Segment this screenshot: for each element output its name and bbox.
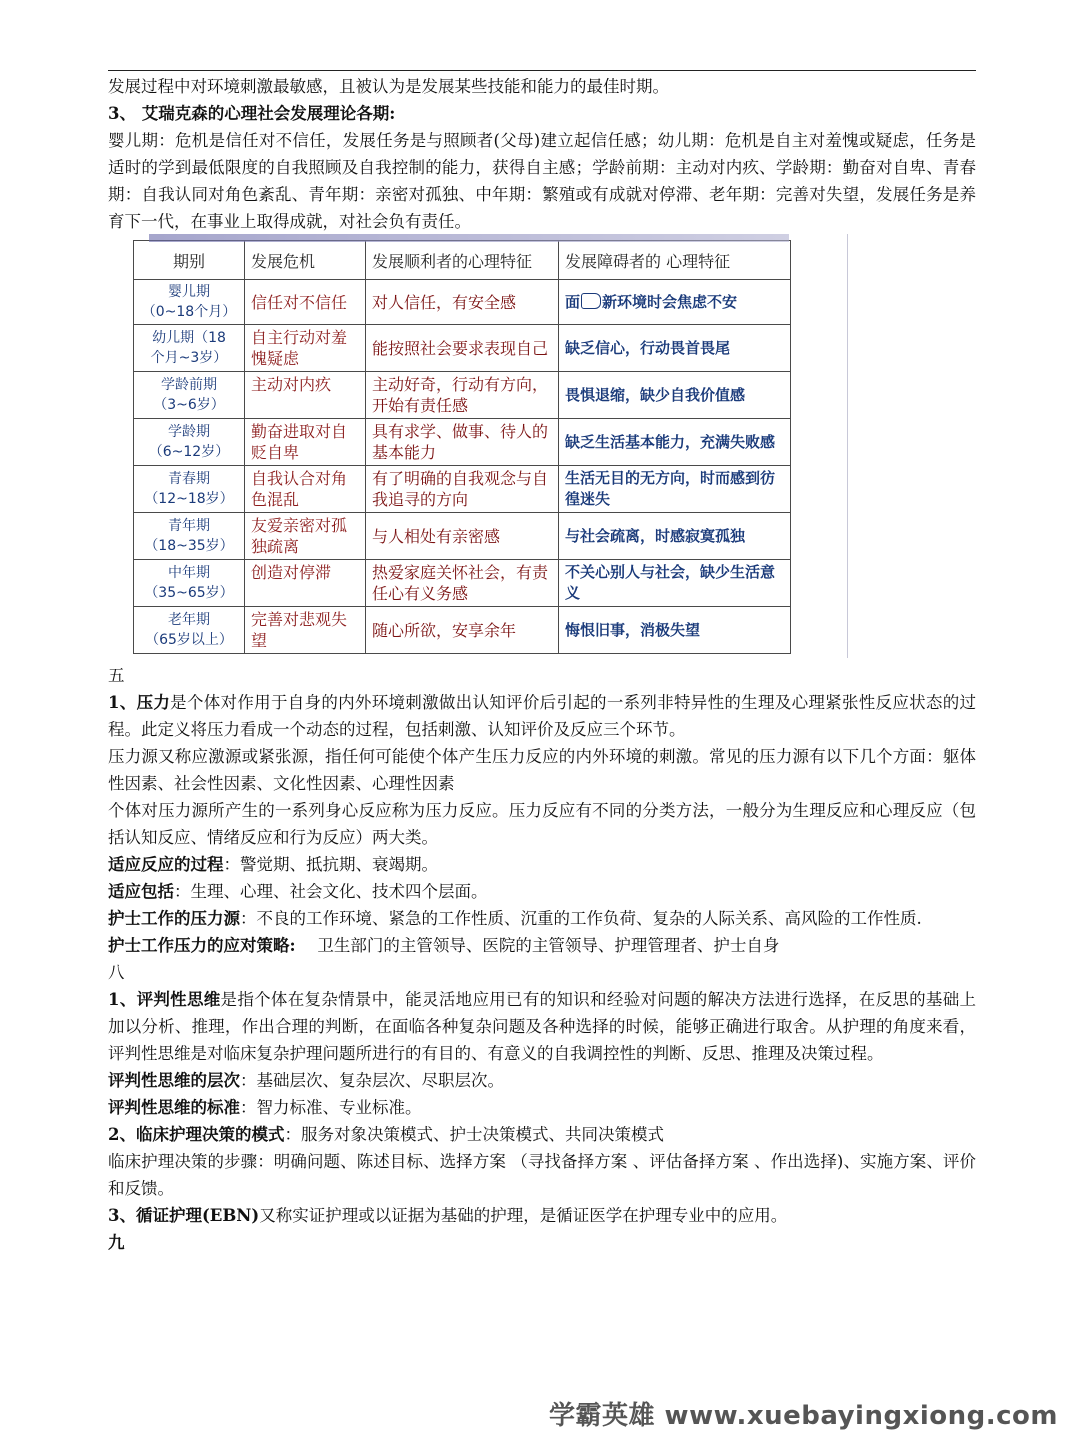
ebn-definition: 3、循证护理(EBN)又称实证护理或以证据为基础的护理，是循证医学在护理专业中的应用。: [108, 1206, 788, 1225]
section-9-title: 九: [108, 1233, 125, 1252]
smooth-cell: 具有求学、做事、待人的基本能力: [366, 419, 559, 466]
erikson-paragraph: 婴儿期：危机是信任对不信任，发展任务是与照顾者(父母)建立起信任感；幼儿期：危机是自主对羞愧或疑虑，任务是适时的学到最低限度的自我照顾及自我控制的能力，获得自主感；学龄前期：主动对内疚、学龄期：勤奋对自卑、青春期：自我认同对角色紊乱、青年期：亲密对孤独、中年期：繁殖或有成就对停滞、老年期：完善对失望，发展任务是养育下一代，在事业上取得成就，对社会负有责任。: [108, 131, 976, 231]
period-cell: 学龄期 （6~12岁）: [134, 419, 245, 466]
period-cell: 青年期 （18~35岁）: [134, 513, 245, 560]
period-cell: 婴儿期 （0~18个月）: [134, 280, 245, 325]
obstacle-cell: 生活无目的无方向，时而感到彷徨迷失: [559, 466, 791, 513]
pointing-hand-icon: [581, 293, 601, 309]
obstacle-cell: 悔恨旧事，消极失望: [559, 607, 791, 654]
smooth-cell: 能按照社会要求表现自己: [366, 325, 559, 372]
adaptation-levels: 适应包括：生理、心理、社会文化、技术四个层面。: [108, 882, 488, 901]
table-top-strip: [149, 234, 789, 242]
critical-thinking-standards: 评判性思维的标准：智力标准、专业标准。: [108, 1098, 422, 1117]
crisis-cell: 自我认合对角色混乱: [245, 466, 366, 513]
stress-response-paragraph: 个体对压力源所产生的一系列身心反应称为压力反应。压力反应有不同的分类方法，一般分为生理反应和心理反应（包括认知反应、情绪反应和行为反应）两大类。: [108, 801, 976, 847]
section-5-title: 五: [108, 666, 125, 685]
period-cell: 幼儿期（18 个月~3岁）: [134, 325, 245, 372]
coping-strategies: 护士工作压力的应对策略: 卫生部门的主管领导、医院的主管领导、护理管理者、护士自身: [108, 936, 780, 955]
nurse-stressors: 护士工作的压力源：不良的工作环境、紧急的工作性质、沉重的工作负荷、复杂的人际关系、高风险的工作性质.: [108, 909, 922, 928]
header-obstacle: 发展障碍者的 心理特征: [559, 241, 791, 280]
header-period: 期别: [134, 241, 245, 280]
stressor-paragraph: 压力源又称应激源或紧张源，指任何可能使个体产生压力反应的内外环境的刺激。常见的压力源有以下几个方面：躯体性因素、社会性因素、文化性因素、心理性因素: [108, 747, 976, 793]
lower-body: [108, 662, 976, 1256]
decision-steps: 临床护理决策的步骤：明确问题、陈述目标、选择方案 （寻找备择方案 、评估备择方案 、作出选择)、实施方案、评价和反馈。: [108, 1152, 976, 1198]
obstacle-cell: 面 新环境时会焦虑不安: [559, 280, 791, 325]
erikson-stage-table-image: [133, 240, 793, 654]
crisis-cell: 完善对悲观失望: [245, 607, 366, 654]
header-smooth: 发展顺利者的心理特征: [366, 241, 559, 280]
table-row: [134, 325, 791, 372]
top-rule: [108, 70, 976, 71]
crisis-cell: 主动对内疚: [245, 372, 366, 419]
decision-models: 2、临床护理决策的模式：服务对象决策模式、护士决策模式、共同决策模式: [108, 1125, 664, 1144]
intro-line: 发展过程中对环境刺激最敏感，且被认为是发展某些技能和能力的最佳时期。: [108, 77, 669, 96]
period-cell: 中年期 （35~65岁）: [134, 560, 245, 607]
stress-definition: 1、压力是个体对作用于自身的内外环境刺激做出认知评价后引起的一系列非特异性的生理及心理紧张性反应状态的过程。此定义将压力看成一个动态的过程，包括刺激、认知评价及反应三个环节。: [108, 693, 977, 739]
erikson-heading: 3、 艾瑞克森的心理社会发展理论各期:: [108, 104, 396, 123]
erikson-stage-table: [133, 240, 791, 654]
critical-thinking-levels: 评判性思维的层次：基础层次、复杂层次、尽职层次。: [108, 1071, 504, 1090]
crisis-cell: 友爱亲密对孤独疏离: [245, 513, 366, 560]
table-row: [134, 419, 791, 466]
obstacle-cell: 不关心别人与社会，缺少生活意义: [559, 560, 791, 607]
obstacle-cell: 缺乏信心，行动畏首畏尾: [559, 325, 791, 372]
critical-thinking-definition: 1、评判性思维是指个体在复杂情景中，能灵活地应用已有的知识和经验对问题的解决方法进行选择，在反思的基础上加以分析、推理，作出合理的判断，在面临各种复杂问题及各种选择的时候，能够正确进行取舍。从护理的角度来看，评判性思维是对临床复杂护理问题所进行的有目的、有意义的自我调控性的判断、反思、推理及决策过程。: [108, 990, 977, 1063]
table-row: [134, 372, 791, 419]
obstacle-cell: 畏惧退缩，缺少自我价值感: [559, 372, 791, 419]
crisis-cell: 信任对不信任: [245, 280, 366, 325]
period-cell: 青春期 （12~18岁）: [134, 466, 245, 513]
header-crisis: 发展危机: [245, 241, 366, 280]
period-cell: 老年期 （65岁以上）: [134, 607, 245, 654]
smooth-cell: 有了明确的自我观念与自我追寻的方向: [366, 466, 559, 513]
period-cell: 学龄前期 （3~6岁）: [134, 372, 245, 419]
smooth-cell: 随心所欲，安享余年: [366, 607, 559, 654]
obstacle-cell: 与社会疏离，时感寂寞孤独: [559, 513, 791, 560]
smooth-cell: 与人相处有亲密感: [366, 513, 559, 560]
table-margin-line: [847, 234, 848, 658]
table-header-row: [134, 241, 791, 280]
obstacle-cell: 缺乏生活基本能力，充满失败感: [559, 419, 791, 466]
table-row: [134, 560, 791, 607]
smooth-cell: 主动好奇，行动有方向，开始有责任感: [366, 372, 559, 419]
crisis-cell: 勤奋进取对自贬自卑: [245, 419, 366, 466]
table-row: [134, 607, 791, 654]
table-row: [134, 280, 791, 325]
watermark-footer: 学霸英雄 www.xuebayingxiong.com: [549, 1401, 1058, 1431]
crisis-cell: 自主行动对羞愧疑虑: [245, 325, 366, 372]
table-row: [134, 513, 791, 560]
section-8-title: 八: [108, 963, 125, 982]
adaptation-process: 适应反应的过程：警觉期、抵抗期、衰竭期。: [108, 855, 438, 874]
crisis-cell: 创造对停滞: [245, 560, 366, 607]
smooth-cell: 热爱家庭关怀社会，有责任心有义务感: [366, 560, 559, 607]
table-row: [134, 466, 791, 513]
smooth-cell: 对人信任，有安全感: [366, 280, 559, 325]
